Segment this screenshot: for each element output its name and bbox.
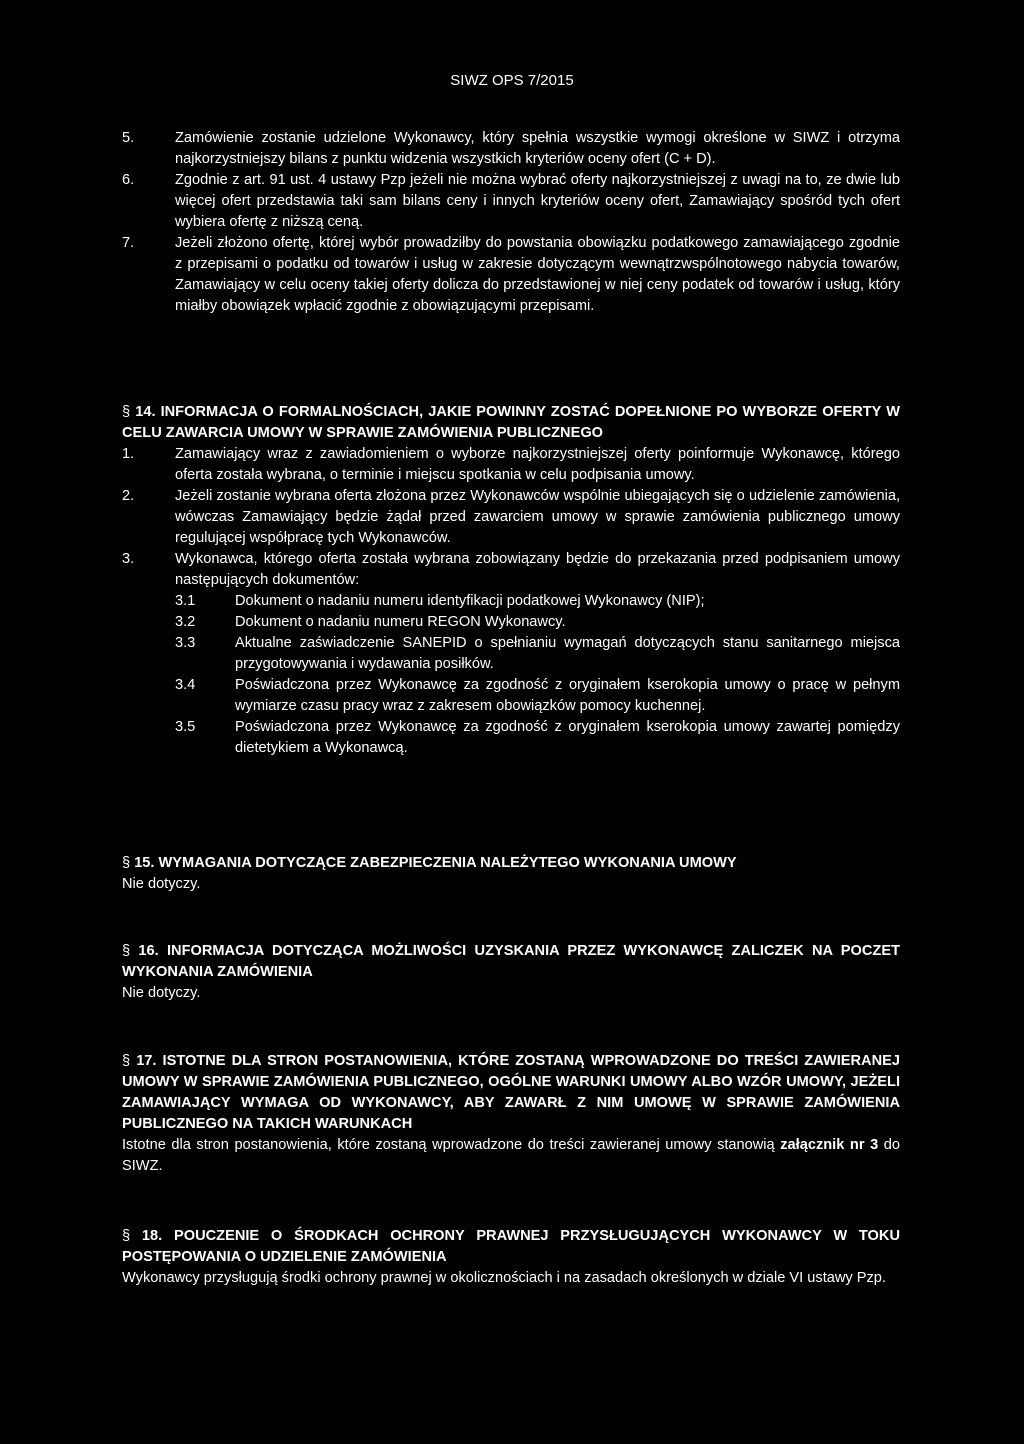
- section-title: 14. INFORMACJA O FORMALNOŚCIACH, JAKIE POWINNY ZOSTAĆ DOPEŁNIONE PO WYBORZE OFERTY W CELU ZAWARCIA UMOWY W SPRAWIE ZAMÓWIENIA PUBLICZNEGO: [122, 404, 900, 441]
- item-number: 2.: [122, 488, 135, 504]
- sub-item: [175, 612, 900, 633]
- attachment-reference: załącznik nr 3: [780, 1137, 879, 1153]
- sub-item: [175, 633, 900, 675]
- paragraph-sign: §: [122, 943, 131, 959]
- list-item: [122, 444, 900, 486]
- sub-item-number: 3.1: [175, 593, 196, 609]
- section-17: [122, 1051, 900, 1177]
- sub-item-number: 3.5: [175, 719, 196, 735]
- document-header: SIWZ OPS 7/2015: [450, 72, 574, 89]
- list-item: [122, 486, 900, 549]
- section-heading: [122, 402, 900, 444]
- item-text: Zgodnie z art. 91 ust. 4 ustawy Pzp jeżeli nie można wybrać oferty najkorzystniejszej z uwagi na to, ze dwie lub więcej ofert przedstawia taki sam bilans ceny i innych kryteriów oceny ofert, Zamawiający spośród tych ofert wybiera ofertę z niższą ceną.: [175, 172, 900, 230]
- paragraph-sign: §: [122, 1228, 131, 1244]
- sub-item-text: Dokument o nadaniu numeru REGON Wykonawcy.: [235, 614, 566, 630]
- section-14: [122, 402, 900, 759]
- sub-item-text: Poświadczona przez Wykonawcę za zgodność z oryginałem kserokopia umowy zawartej pomiędzy dietetykiem a Wykonawcą.: [235, 719, 900, 756]
- sub-item: [175, 717, 900, 759]
- item-number: 5.: [122, 130, 135, 146]
- item-number: 6.: [122, 172, 135, 188]
- item-text: Jeżeli złożono ofertę, której wybór prowadziłby do powstania obowiązku podatkowego zamawiającego zgodnie z przepisami o podatku od towarów i usług w zakresie dotyczącym wewnątrzwspólnotowego nabycia towarów, Zamawiający w celu oceny takiej oferty dolicza do przedstawionej w niej ceny podatek od towarów i usług, który miałby obowiązek wpłacić zgodnie z obowiązującymi przepisami.: [175, 235, 900, 314]
- section-heading: [122, 941, 900, 983]
- sub-item-number: 3.2: [175, 614, 196, 630]
- sub-item-number: 3.4: [175, 677, 196, 693]
- item-text: Jeżeli zostanie wybrana oferta złożona przez Wykonawców wspólnie ubiegających się o udzielenie zamówienia, wówczas Zamawiający będzie żądał przed zawarciem umowy w sprawie zamówienia publicznego umowy regulującej współpracę tych Wykonawców.: [175, 488, 900, 546]
- section-title: 15. WYMAGANIA DOTYCZĄCE ZABEZPIECZENIA NALEŻYTEGO WYKONANIA UMOWY: [134, 855, 737, 871]
- section-15: [122, 853, 900, 895]
- section-body: Nie dotyczy.: [122, 985, 201, 1001]
- item-text: Zamówienie zostanie udzielone Wykonawcy, który spełnia wszystkie wymogi określone w SIWZ i otrzyma najkorzystniejszy bilans z punktu widzenia wszystkich kryteriów oceny ofert (C + D).: [175, 130, 900, 167]
- paragraph-sign: §: [122, 1053, 131, 1069]
- item-number: 1.: [122, 446, 135, 462]
- section-16: [122, 941, 900, 1004]
- section-body: Nie dotyczy.: [122, 876, 201, 892]
- list-item: [122, 128, 900, 170]
- paragraph-sign: §: [122, 404, 131, 420]
- section-heading: [122, 1226, 900, 1268]
- sub-item-text: Poświadczona przez Wykonawcę za zgodność z oryginałem kserokopia umowy o pracę w pełnym wymiarze czasu pracy wraz z zakresem obowiązków pomocy kuchennej.: [235, 677, 900, 714]
- body-text: do SIWZ.: [122, 1137, 900, 1174]
- section-title: 16. INFORMACJA DOTYCZĄCA MOŻLIWOŚCI UZYSKANIA PRZEZ WYKONAWCĘ ZALICZEK NA POCZET WYKONANIA ZAMÓWIENIA: [122, 943, 900, 980]
- body-text: Istotne dla stron postanowienia, które zostaną wprowadzone do treści zawieranej umowy stanowią: [122, 1137, 775, 1153]
- item-text: Zamawiający wraz z zawiadomieniem o wyborze najkorzystniejszej oferty poinformuje Wykonawcę, którego oferta została wybrana, o terminie i miejscu spotkania w celu podpisania umowy.: [175, 446, 900, 483]
- list-item: [122, 549, 900, 759]
- sub-item: [175, 591, 900, 612]
- item-number: 3.: [122, 551, 135, 567]
- sub-item: [175, 675, 900, 717]
- section-heading: [122, 1051, 900, 1135]
- list-item: [122, 233, 900, 317]
- section-18: [122, 1226, 900, 1289]
- sub-item-text: Dokument o nadaniu numeru identyfikacji podatkowej Wykonawcy (NIP);: [235, 593, 705, 609]
- sub-item-text: Aktualne zaświadczenie SANEPID o spełnianiu wymagań dotyczących stanu sanitarnego miejsca przygotowywania i wydawania posiłków.: [235, 635, 900, 672]
- section-title: 18. POUCZENIE O ŚRODKACH OCHRONY PRAWNEJ PRZYSŁUGUJĄCYCH WYKONAWCY W TOKU POSTĘPOWANIA O UDZIELENIE ZAMÓWIENIA: [122, 1228, 900, 1265]
- section-heading: [122, 853, 900, 874]
- list-item: [122, 170, 900, 233]
- item-text-intro: Wykonawca, którego oferta została wybrana zobowiązany będzie do przekazania przed podpisaniem umowy następujących dokumentów:: [175, 551, 900, 588]
- sub-item-number: 3.3: [175, 635, 196, 651]
- section-title: 17. ISTOTNE DLA STRON POSTANOWIENIA, KTÓRE ZOSTANĄ WPROWADZONE DO TREŚCI ZAWIERANEJ UMOWY W SPRAWIE ZAMÓWIENIA PUBLICZNEGO, OGÓLNE WARUNKI UMOWY ALBO WZÓR UMOWY, JEŻELI ZAMAWIAJĄCY WYMAGA OD WYKONAWCY, ABY ZAWARŁ Z NIM UMOWĘ W SPRAWIE ZAMÓWIENIA PUBLICZNEGO NA TAKICH WARUNKACH: [122, 1053, 900, 1132]
- section-body: Wykonawcy przysługują środki ochrony prawnej w okolicznościach i na zasadach określonych w dziale VI ustawy Pzp.: [122, 1270, 886, 1286]
- section-body: [122, 1135, 900, 1177]
- item-number: 7.: [122, 235, 135, 251]
- paragraph-sign: §: [122, 855, 131, 871]
- section-13-tail: [122, 128, 900, 317]
- item-text: [175, 549, 900, 759]
